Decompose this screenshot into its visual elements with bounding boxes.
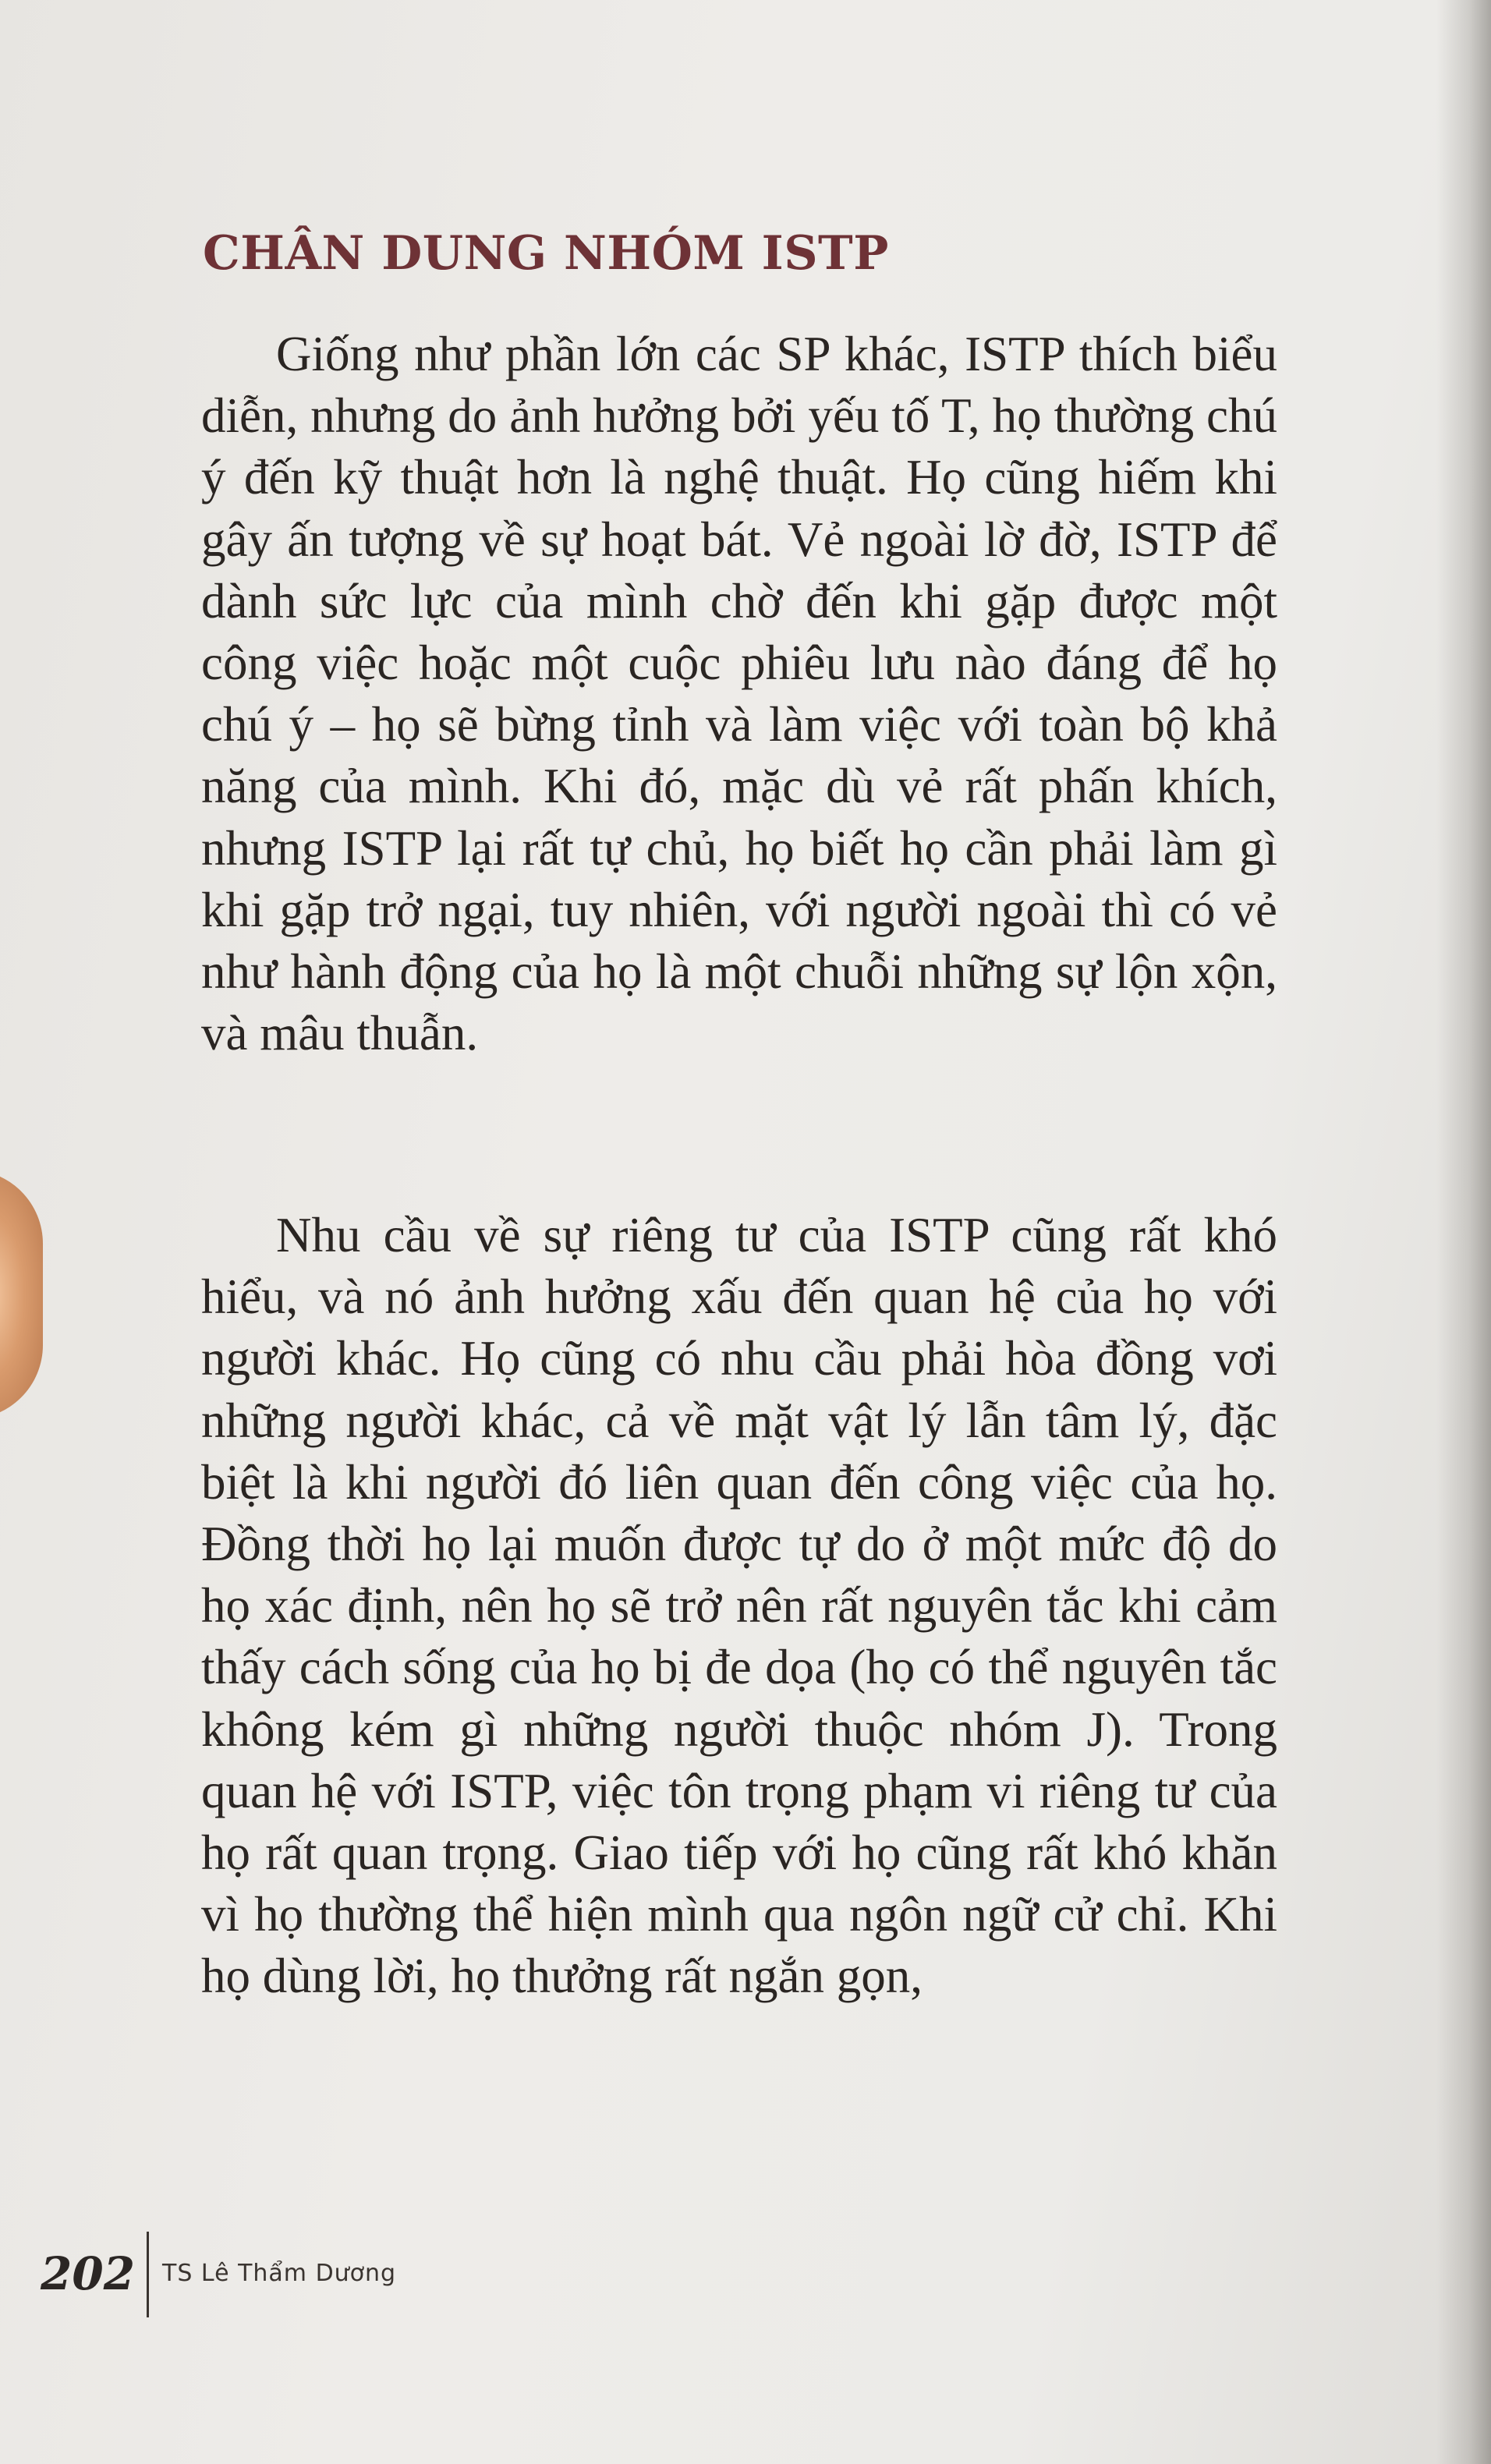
paragraph-2: Nhu cầu về sự riêng tư của ISTP cũng rất khó hiểu, và nó ảnh hưởng xấu đến quan hệ của họ với người khác. Họ cũng có nhu cầu phải hòa đồng vơi những người khác, cả về mặt vật lý lẫn tâm lý, đặc biệt là khi người đó liên quan đến công việc của họ. Đồng thời họ lại muốn được tự do ở một mức độ do họ xác định, nên họ sẽ trở nên rất nguyên tắc khi cảm thấy cách sống của họ bị đe dọa (họ có thể nguyên tắc không kém gì những người thuộc nhóm J). Trong quan hệ với ISTP, việc tôn trọng phạm vi riêng tư của họ rất quan trọng. Giao tiếp với họ cũng rất khó khăn vì họ thường thể hiện mình qua ngôn ngữ cử chỉ. Khi họ dùng lời, họ thưởng rất ngắn gọn, <box>201 1208 1277 2004</box>
page-number: 202 <box>41 2247 136 2300</box>
running-footer-author: TS Lê Thẩm Dương <box>162 2260 397 2287</box>
section-title: CHÂN DUNG NHÓM ISTP <box>203 226 889 281</box>
footer-divider <box>147 2232 149 2317</box>
page-shadow-edge <box>1436 0 1491 2464</box>
paragraph-1: Giống như phần lớn các SP khác, ISTP thích biểu diễn, nhưng do ảnh hưởng bởi yếu tố T, họ thường chú ý đến kỹ thuật hơn là nghệ thuật. Họ cũng hiếm khi gây ấn tượng về sự hoạt bát. Vẻ ngoài lờ đờ, ISTP để dành sức lực của mình chờ đến khi gặp được một công việc hoặc một cuộc phiêu lưu nào đáng để họ chú ý – họ sẽ bừng tỉnh và làm việc với toàn bộ khả năng của mình. Khi đó, mặc dù vẻ rất phấn khích, nhưng ISTP lại rất tự chủ, họ biết họ cần phải làm gì khi gặp trở ngại, tuy nhiên, với người ngoài thì có vẻ như hành động của họ là một chuỗi những sự lộn xộn, và mâu thuẫn. <box>201 327 1277 1061</box>
holding-thumb <box>0 1170 43 1419</box>
